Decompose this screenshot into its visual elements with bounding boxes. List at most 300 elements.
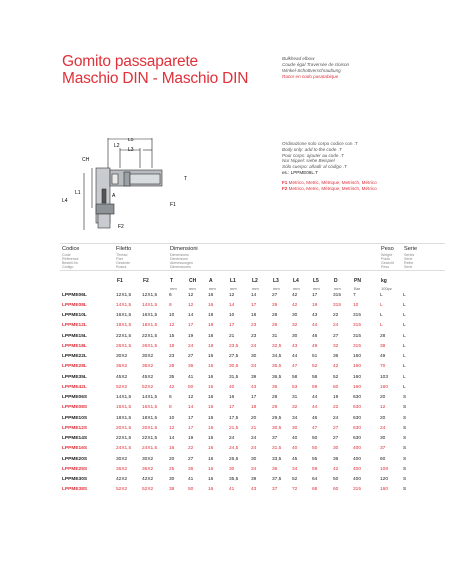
cell-d: 27 — [333, 333, 339, 339]
cell-l1: 31,5 — [229, 374, 239, 380]
cell-pn: 7 — [353, 292, 356, 298]
cell-ch: 14 — [188, 313, 194, 319]
header-dimensioni-sub: Abmessungen — [170, 261, 193, 266]
cell-a: 16 — [208, 302, 214, 308]
cell-l4: 45 — [292, 456, 298, 462]
header-dimensioni-sub: Dimensioni — [170, 257, 188, 261]
cell-l3: 36 — [272, 384, 278, 390]
header-filetto-sub: Gewinde — [116, 261, 131, 266]
cell-series: S — [403, 466, 407, 472]
cell-series: S — [403, 415, 407, 421]
cell-d: 42 — [333, 466, 339, 472]
cell-a: 16 — [208, 405, 214, 411]
header-filetto-sub: Filet — [116, 257, 123, 261]
cell-l2: 43 — [251, 487, 257, 493]
order-example: es.: LPPME06L.T — [282, 169, 319, 175]
cell-series: L — [403, 302, 406, 308]
col-d: D — [334, 278, 338, 284]
cell-a: 16 — [208, 436, 214, 442]
cell-t: 23 — [169, 354, 175, 360]
cell-l2: 18 — [251, 405, 257, 411]
cell-t: 6 — [169, 395, 172, 401]
cell-a: 16 — [208, 292, 214, 298]
cell-kg: 49 — [380, 354, 386, 360]
cell-l4: 47 — [292, 364, 298, 370]
cell-l1: 24,5 — [229, 446, 239, 452]
cell-f2: 18X1,5 — [142, 323, 158, 329]
cell-ch: 41 — [188, 477, 194, 483]
cell-code: LPPME12S — [62, 425, 88, 431]
cell-l1: 10 — [229, 313, 235, 319]
cell-a: 16 — [208, 395, 214, 401]
cell-t: 15 — [169, 333, 175, 339]
cell-t: 10 — [169, 415, 175, 421]
cell-l4: 52 — [292, 477, 298, 483]
cell-code: LPPME16S — [62, 446, 88, 452]
cell-code: LPPME22L — [62, 354, 87, 360]
cell-l1: 27,5 — [229, 354, 239, 360]
cell-l2: 18 — [251, 313, 257, 319]
cell-kg: 120 — [380, 477, 389, 483]
header-filetto-sub: Rosca — [116, 265, 127, 270]
cell-pn: 400 — [353, 446, 362, 452]
cell-l5: 59 — [312, 384, 318, 390]
cell-a: 16 — [208, 364, 214, 370]
cell-d: 30 — [333, 446, 339, 452]
cell-d: 24 — [333, 323, 339, 329]
f1-key: F1 — [282, 179, 288, 185]
cell-l3: 29,5 — [272, 415, 282, 421]
cell-t: 16 — [169, 446, 175, 452]
fitting-diagram — [60, 138, 260, 238]
cell-f2: 26X1,5 — [142, 343, 158, 349]
cell-l3: 36,5 — [272, 374, 282, 380]
header-peso — [381, 247, 394, 270]
cell-series: S — [403, 395, 407, 401]
cell-d: 42 — [333, 364, 339, 370]
subtitles — [282, 56, 349, 80]
unit-l5: mm — [313, 286, 320, 291]
cell-pn: 315 — [353, 313, 362, 319]
cell-l4: 58 — [292, 374, 298, 380]
cell-l5: 51 — [312, 354, 318, 360]
cell-d: 22 — [333, 313, 339, 319]
cell-ch: 50 — [188, 384, 194, 390]
cell-l4: 40 — [292, 446, 298, 452]
cell-t: 18 — [169, 343, 175, 349]
cell-l5: 68 — [312, 487, 318, 493]
cell-pn: 160 — [353, 374, 362, 380]
cell-pn: 630 — [353, 395, 362, 401]
f2-key: F2 — [282, 185, 288, 191]
cell-code: LPPME30S — [62, 477, 88, 483]
cell-t: 10 — [169, 313, 175, 319]
cell-l4: 42 — [292, 302, 298, 308]
header-dimensioni-sub: Dimensiones — [170, 265, 191, 270]
cell-l4: 32 — [292, 323, 298, 329]
cell-l3: 29 — [272, 302, 278, 308]
cell-l2: 21 — [251, 425, 257, 431]
cell-code: LPPME08S — [62, 405, 88, 411]
header-codice-sub: Bestell-Nr. — [62, 261, 79, 266]
cell-ch: 14 — [188, 405, 194, 411]
cell-f2: 22X1,5 — [142, 436, 158, 442]
cell-l2: 24 — [251, 436, 257, 442]
cell-code: LPPME10S — [62, 415, 88, 421]
cell-d: 27 — [333, 425, 339, 431]
cell-l2: 17 — [251, 395, 257, 401]
cell-l3: 27 — [272, 292, 278, 298]
cell-l5: 52 — [312, 364, 318, 370]
cell-l3: 30,5 — [272, 425, 282, 431]
table-row — [62, 454, 421, 464]
cell-d: 60 — [333, 384, 339, 390]
cell-l3: 33,5 — [272, 456, 282, 462]
cell-code: LPPME35L — [62, 374, 87, 380]
cell-pn: 630 — [353, 405, 362, 411]
cell-pn: 315 — [353, 333, 362, 339]
cell-l4: 34 — [292, 466, 298, 472]
cell-series: S — [403, 425, 407, 431]
cell-f2: 12X1,5 — [142, 292, 158, 298]
cell-l5: 59 — [312, 466, 318, 472]
cell-series: L — [403, 354, 406, 360]
cell-l5: 44 — [312, 405, 318, 411]
cell-ch: 24 — [188, 343, 194, 349]
header-dimensioni-sub: Dimensions — [170, 252, 189, 257]
cell-l1: 40 — [229, 384, 235, 390]
cell-l2: 14 — [251, 292, 257, 298]
cell-l5: 64 — [312, 477, 318, 483]
order-note-es: Sólo cuerpo: añadir al código .T — [282, 164, 347, 170]
cell-l2: 39 — [251, 374, 257, 380]
cell-t: 6 — [169, 292, 172, 298]
cell-l5: 58 — [312, 374, 318, 380]
cell-d: 22 — [333, 405, 339, 411]
cell-t: 12 — [169, 323, 175, 329]
cell-l2: 39 — [251, 477, 257, 483]
cell-f2: 18X1,5 — [142, 415, 158, 421]
order-note-fr: Pour corps: ajouter au code .T — [282, 152, 344, 158]
cell-series: L — [403, 333, 406, 339]
cell-l3: 36 — [272, 466, 278, 472]
cell-ch: 12 — [188, 302, 194, 308]
cell-l3: 32,5 — [272, 343, 282, 349]
cell-series: L — [403, 374, 406, 380]
cell-l3: 35,5 — [272, 364, 282, 370]
cell-d: 32 — [333, 343, 339, 349]
label-l1: L1 — [75, 190, 81, 196]
cell-t: 8 — [169, 302, 172, 308]
cell-kg: 37 — [380, 446, 386, 452]
cell-code: LPPME42L — [62, 384, 87, 390]
cell-l4: 32 — [292, 405, 298, 411]
cell-code: LPPME06L — [62, 292, 87, 298]
table-row — [62, 362, 421, 372]
header-codice-label: Codice — [62, 246, 80, 252]
cell-kg: L — [380, 302, 383, 308]
cell-series: S — [403, 456, 407, 462]
col-ch: CH — [189, 278, 197, 284]
cell-l2: 23 — [251, 323, 257, 329]
title-line-2: Maschio DIN - Maschio DIN — [62, 70, 249, 87]
cell-f2: 36X2 — [142, 364, 154, 370]
cell-t: 20 — [169, 456, 175, 462]
cell-series: L — [403, 292, 406, 298]
cell-f1: 22X1,5 — [116, 436, 132, 442]
cell-l3: 31,5 — [272, 446, 282, 452]
cell-l1: 21,5 — [229, 425, 239, 431]
cell-l5: 19 — [312, 302, 318, 308]
cell-kg: 28 — [380, 333, 386, 339]
cell-ch: 41 — [188, 374, 194, 380]
cell-a: 18 — [208, 333, 214, 339]
cell-ch: 50 — [188, 487, 194, 493]
table-row — [62, 485, 421, 495]
header-divider-bottom — [60, 270, 445, 271]
cell-f1: 18X1,5 — [116, 415, 132, 421]
cell-l4: 42 — [292, 292, 298, 298]
cell-pn: 630 — [353, 425, 362, 431]
cell-t: 42 — [169, 384, 175, 390]
header-filetto — [116, 247, 131, 270]
table-row — [62, 444, 421, 454]
subtitle-fr: Coude égal Traversée de cloison — [282, 62, 350, 67]
cell-pn: 630 — [353, 436, 362, 442]
cell-a: 16 — [208, 487, 214, 493]
cell-l5: 44 — [312, 395, 318, 401]
table-row — [62, 413, 421, 423]
cell-f1: 52X2 — [116, 487, 128, 493]
cell-kg: 38 — [380, 343, 386, 349]
cell-t: 38 — [169, 487, 175, 493]
cell-pn: 400 — [353, 456, 362, 462]
label-a: A — [112, 193, 116, 199]
cell-pn: 400 — [353, 477, 362, 483]
header-codice-sub: Code — [62, 252, 71, 257]
header-serie-sub: Série — [404, 257, 413, 261]
cell-f1: 45X2 — [116, 374, 128, 380]
cell-l4: 53 — [292, 384, 298, 390]
cell-l1: 24 — [229, 436, 235, 442]
col-kg: kg — [381, 278, 387, 284]
cell-l1: 26,5 — [229, 456, 239, 462]
cell-ch: 36 — [188, 466, 194, 472]
cell-series: L — [403, 323, 406, 329]
cell-l4: 34 — [292, 415, 298, 421]
cell-code: LPPME10L — [62, 313, 87, 319]
cell-f2: 16X1,5 — [142, 405, 158, 411]
cell-ch: 27 — [188, 354, 194, 360]
unit-l2: mm — [252, 286, 259, 291]
cell-a: 16 — [208, 425, 214, 431]
cell-series: L — [403, 364, 406, 370]
cell-l3: 28 — [272, 395, 278, 401]
cell-d: 315 — [333, 292, 342, 298]
cell-l2: 24 — [251, 446, 257, 452]
unit-l4: mm — [293, 286, 300, 291]
cell-f1: 26X1,5 — [116, 343, 132, 349]
cell-ch: 17 — [188, 323, 194, 329]
col-l5: L5 — [313, 278, 319, 284]
cell-f1: 52X2 — [116, 384, 128, 390]
cell-f1: 42X2 — [116, 477, 128, 483]
cell-ch: 19 — [188, 436, 194, 442]
cell-l5: 47 — [312, 425, 318, 431]
cell-kg: 20 — [380, 395, 386, 401]
order-note-en: Body only: add to the code .T — [282, 146, 342, 152]
cell-f1: 36X2 — [116, 466, 128, 472]
cell-l1: 17 — [229, 323, 235, 329]
table-row — [62, 403, 421, 413]
cell-ch: 12 — [188, 292, 194, 298]
label-ch: CH — [82, 157, 90, 163]
cell-l1: 14 — [229, 302, 235, 308]
cell-pn: 315 — [353, 343, 362, 349]
col-l1: L1 — [230, 278, 236, 284]
cell-f2: 20X1,5 — [142, 425, 158, 431]
cell-l4: 72 — [292, 487, 298, 493]
col-t: T — [170, 278, 174, 284]
title-line-1: Gomito passaparete — [62, 53, 198, 70]
cell-l3: 31 — [272, 333, 278, 339]
cell-ch: 12 — [188, 395, 194, 401]
header-peso-sub: Weight — [381, 252, 393, 257]
cell-kg: 60 — [380, 456, 386, 462]
cell-code: LPPME14S — [62, 436, 88, 442]
header-codice — [62, 247, 79, 270]
col-l2: L2 — [252, 278, 258, 284]
cell-kg: 70 — [380, 364, 386, 370]
table-row — [62, 341, 421, 351]
cell-t: 30 — [169, 477, 175, 483]
cell-f2: 14X1,5 — [142, 395, 158, 401]
cell-f1: 30X2 — [116, 456, 128, 462]
label-t: T — [184, 176, 188, 182]
order-note-it: Ordinazione solo corpo codice con .T — [282, 141, 358, 146]
cell-f1: 12X1,5 — [116, 292, 132, 298]
order-note-de: Nur Nippel: siehe Beispiel — [282, 158, 335, 164]
unit-l3: mm — [273, 286, 280, 291]
cell-code: LPPME08L — [62, 302, 87, 308]
cell-f2: 14X1,5 — [142, 302, 158, 308]
header-peso-sub: Peso — [381, 265, 390, 270]
cell-l3: 28 — [272, 313, 278, 319]
product-table — [62, 290, 421, 495]
cell-kg: L — [380, 313, 383, 319]
cell-d: 36 — [333, 354, 339, 360]
cell-l1: 17 — [229, 405, 235, 411]
cell-l1: 16 — [229, 395, 235, 401]
cell-l1: 30 — [229, 466, 235, 472]
cell-l4: 30 — [292, 425, 298, 431]
f2-text: Metrico, Metric, Métrique, Metrisch, Métrico — [288, 185, 377, 191]
table-row — [62, 464, 421, 474]
table-row — [62, 382, 421, 392]
cell-code: LPPME38S — [62, 487, 88, 493]
col-l4: L4 — [293, 278, 299, 284]
cell-series: S — [403, 446, 407, 452]
cell-l5: 46 — [312, 415, 318, 421]
header-dimensioni — [170, 247, 198, 270]
cell-l4: 30 — [292, 333, 298, 339]
unit-d: mm — [334, 286, 341, 291]
cell-ch: 17 — [188, 425, 194, 431]
cell-f1: 36X2 — [116, 364, 128, 370]
cell-pn: 160 — [353, 384, 362, 390]
cell-series: L — [403, 343, 406, 349]
cell-series: S — [403, 436, 407, 442]
table-row — [62, 434, 421, 444]
cell-f2: 42X2 — [142, 477, 154, 483]
column-headers — [0, 278, 450, 286]
label-l4: L4 — [62, 198, 68, 204]
header-peso-label: Peso — [381, 246, 394, 252]
label-f1: F1 — [170, 202, 176, 208]
cell-a: 16 — [208, 477, 214, 483]
cell-ch: 36 — [188, 364, 194, 370]
header-filetto-sub: Thread — [116, 252, 128, 257]
cell-f1: 20X1,5 — [116, 425, 132, 431]
header-peso-sub: Poids — [381, 257, 390, 261]
label-l5: L5 — [128, 138, 134, 143]
cell-kg: 160 — [380, 384, 389, 390]
col-f1: F1 — [117, 278, 123, 284]
cell-f2: 36X2 — [142, 466, 154, 472]
cell-f2: 30X2 — [142, 456, 154, 462]
cell-l1: 30,5 — [229, 364, 239, 370]
header-filetto-label: Filetto — [116, 246, 132, 252]
unit-kg: 100pz — [381, 286, 392, 291]
cell-d: 27 — [333, 436, 339, 442]
header-serie-sub: Series — [404, 252, 415, 257]
cell-l1: 17,5 — [229, 415, 239, 421]
cell-l2: 23 — [251, 333, 257, 339]
cell-l2: 43 — [251, 384, 257, 390]
cell-t: 28 — [169, 364, 175, 370]
cell-l5: 46 — [312, 333, 318, 339]
cell-d: 52 — [333, 374, 339, 380]
table-row — [62, 475, 421, 485]
cell-t: 12 — [169, 425, 175, 431]
cell-l5: 43 — [312, 313, 318, 319]
cell-code: LPPME18L — [62, 343, 87, 349]
cell-l4: 30 — [292, 313, 298, 319]
cell-l5: 17 — [312, 292, 318, 298]
table-row — [62, 393, 421, 403]
cell-f2: 16X1,5 — [142, 313, 158, 319]
cell-l1: 21 — [229, 333, 235, 339]
cell-f1: 18X1,5 — [116, 323, 132, 329]
table-row — [62, 311, 421, 321]
cell-kg: 30 — [380, 436, 386, 442]
cell-f1: 14X1,5 — [116, 302, 132, 308]
cell-f1: 16X1,5 — [116, 313, 132, 319]
cell-kg: 108 — [380, 466, 389, 472]
cell-pn: 400 — [353, 466, 362, 472]
cell-series: L — [403, 313, 406, 319]
unit-pn: Bar — [354, 286, 361, 291]
cell-code: LPPME12L — [62, 323, 87, 329]
header-divider-top — [60, 243, 445, 244]
cell-l4: 44 — [292, 354, 298, 360]
cell-kg: 20 — [380, 415, 386, 421]
cell-f1: 16X1,5 — [116, 405, 132, 411]
cell-d: 19 — [333, 395, 339, 401]
header-peso-sub: Gewicht — [381, 261, 394, 266]
cell-ch: 27 — [188, 456, 194, 462]
cell-ch: 17 — [188, 415, 194, 421]
